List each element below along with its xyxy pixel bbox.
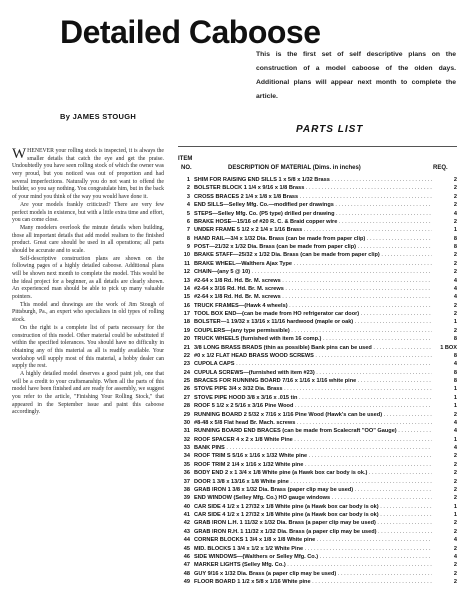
parts-list xyxy=(178,176,457,586)
parts-list-row xyxy=(178,327,457,335)
item-required-qty: 8 xyxy=(453,352,457,359)
item-number: 35 xyxy=(183,461,190,468)
item-number: 18 xyxy=(183,319,190,326)
parts-list-row xyxy=(178,578,457,586)
item-number: 6 xyxy=(186,218,190,225)
parts-list-row xyxy=(178,461,457,469)
item-required-qty: 2 xyxy=(453,411,457,418)
item-description: POST—21/32 x 1/32 Dia. Brass (can be made from paper clip) . . . xyxy=(194,243,432,251)
item-description: CORNER BLOCKS 1 3/4 x 1/8 x 1/8 White pine . . . xyxy=(194,536,432,544)
parts-list-row xyxy=(178,352,457,360)
item-required-qty: 4 xyxy=(453,277,457,284)
item-required-qty: 1 xyxy=(453,394,457,401)
item-description: DOOR 1 3/8 x 13/16 x 1/8 White pine . . . xyxy=(194,478,432,486)
item-required-qty: 8 xyxy=(453,369,457,376)
item-number: 1 xyxy=(186,177,190,183)
divider-rule xyxy=(178,146,457,147)
item-description: CAR SIDE 4 1/2 x 1 27/32 x 1/8 White pine (a Hawk box car body is ok) . . . xyxy=(194,503,432,511)
item-description: GRAB IRON R.H. 1 11/32 x 1/32 Dia. Brass (a paper clip may be used) . . . xyxy=(194,528,432,536)
item-number: 9 xyxy=(186,244,190,250)
item-description: ROOF SPACER 4 x 2 x 1/8 White Pine . . . xyxy=(194,436,432,444)
item-required-qty: 1 xyxy=(453,403,457,410)
item-required-qty: 4 xyxy=(453,210,457,217)
item-required-qty: 4 xyxy=(453,553,457,560)
item-description: TOOL BOX END—(can be made from HO refrigerator car door) . . . xyxy=(194,310,432,318)
item-description: SIDE WINDOWS—(Walthers or Selley Mfg. Co.) . . . xyxy=(194,553,432,561)
item-description: #2-64 x 1/8 Rd. Hd. Br. M. screws . . . xyxy=(194,293,432,301)
parts-list-row xyxy=(178,360,457,368)
parts-list-row xyxy=(178,511,457,519)
item-description: BOLSTER—1 19/32 x 13/16 x 11/16 hardwood (maple or oak) . . . xyxy=(194,318,432,326)
parts-list-row xyxy=(178,545,457,553)
item-description: CUPULA SCREWS—(furnished with item #23) . . . xyxy=(194,369,432,377)
item-required-qty: 2 xyxy=(453,461,457,468)
item-number: 22 xyxy=(183,352,190,359)
article-paragraph: Self-descriptive construction plans are shown on the following pages of a highly detailed caboose. Additional plans will be shown next month to complete the model. This would be the ideal project for a beginner, as all details are clearly shown. An experienced man should be able to pick up many valuable pointers. xyxy=(12,255,164,301)
parts-list-row xyxy=(178,260,457,268)
item-required-qty: 2 xyxy=(453,528,457,535)
item-description: BRAKE WHEEL—Walthers Ajax Type . . . xyxy=(194,260,432,268)
item-description: #2-64 x 1/8 Rd. Hd. Br. M. screws . . . xyxy=(194,277,432,285)
item-number: 2 xyxy=(186,185,190,192)
item-number: 46 xyxy=(183,553,190,560)
item-number: 49 xyxy=(183,579,190,585)
article-title: Detailed Caboose xyxy=(60,14,321,50)
item-required-qty: 1 xyxy=(453,503,457,510)
item-description: END WINDOW (Selley Mfg. Co.) HO gauge windows . . . xyxy=(194,494,432,502)
article-paragraph-text: HENEVER your rolling stock is inspected, it is always the smaller details that catch the eye and get the praise. Undoubtedly you have seen rolling stock of which the owner was very proud, but you noticed was out of proportion and had several imperfections. Naturally you do not want to offend the builder, so you say nothing. You congratulate him, but in the back of your mind you think of the way you would have done it. xyxy=(12,148,164,201)
article-body xyxy=(12,148,164,417)
item-number: 10 xyxy=(183,252,190,259)
item-description: HAND RAIL—3/4 x 1/32 Dia. Brass (can be made from paper clip) . . . xyxy=(194,235,432,243)
item-description: TRUCK FRAMES—(Hawk 4 wheels) . . . xyxy=(194,302,432,310)
col-header-item: ITEM xyxy=(178,156,193,162)
col-header-no: NO. xyxy=(181,165,192,171)
item-description: BANK PINS . . . xyxy=(194,444,432,452)
parts-list-row xyxy=(178,344,457,352)
item-required-qty: 2 xyxy=(453,177,457,183)
article-paragraph: On the right is a complete list of parts necessary for the construction of this model. Other material could be substituted if within the specified tolerances. You should have no difficulty in obtaining any of this material as all is readily available. Your workshop will supply most of this material, a hobby dealer can supply the rest. xyxy=(12,324,164,370)
item-description: CHAIN—(any 5 @ 10) . . . xyxy=(194,268,432,276)
item-description: RUNNING BOARD 2 5/32 x 7/16 x 1/16 Pine Wood (Hawk's can be used) . . . xyxy=(194,411,432,419)
item-required-qty: 4 xyxy=(453,537,457,544)
item-number: 14 xyxy=(183,285,190,292)
item-required-qty: 4 xyxy=(453,445,457,451)
item-required-qty: 4 xyxy=(453,361,457,368)
item-required-qty: 2 xyxy=(453,545,457,552)
item-description: #2-64 x 3/16 Rd. Hd. Br. M. screws . . . xyxy=(194,285,432,293)
parts-list-row xyxy=(178,478,457,486)
item-required-qty: 4 xyxy=(453,419,457,426)
item-number: 27 xyxy=(183,394,190,401)
item-required-qty: 1 xyxy=(453,227,457,234)
parts-list-row xyxy=(178,369,457,377)
item-description: ROOF 5 1/2 x 2 5/16 x 3/16 Pine Wood . . . xyxy=(194,402,432,410)
item-required-qty: 2 xyxy=(453,193,457,200)
item-number: 12 xyxy=(183,269,190,276)
item-required-qty: 1 xyxy=(453,436,457,443)
item-required-qty: 2 xyxy=(453,520,457,527)
intro-text: This is the first set of self descriptive plans on the construction of a model caboose of the olden days. Additional plans will appear next month to complete the article. xyxy=(256,51,456,100)
parts-list-row xyxy=(178,277,457,285)
item-required-qty: 2 xyxy=(453,327,457,334)
item-description: END SILLS—Selley Mfg. Co.—modified per drawings . . . xyxy=(194,201,432,209)
parts-list-row xyxy=(178,486,457,494)
item-number: 8 xyxy=(186,235,190,242)
item-number: 13 xyxy=(183,277,190,284)
parts-list-row xyxy=(178,394,457,402)
item-number: 42 xyxy=(183,520,190,527)
item-required-qty: 8 xyxy=(453,235,457,242)
parts-list-row xyxy=(178,318,457,326)
item-description: BRACES FOR RUNNING BOARD 7/16 x 1/16 x 1/16 white pine . . . xyxy=(194,377,432,385)
item-description: GUY 9/16 x 1/32 Dia. Brass (a paper clip may be used) . . . xyxy=(194,570,432,578)
parts-list-row xyxy=(178,519,457,527)
col-header-description: DESCRIPTION OF MATERIAL (Dims. in inches) xyxy=(228,165,361,171)
item-number: 47 xyxy=(183,562,190,569)
parts-list-row xyxy=(178,243,457,251)
parts-list-row xyxy=(178,553,457,561)
item-number: 48 xyxy=(183,570,190,577)
item-description: CUPOLA CAPS . . . xyxy=(194,360,432,368)
parts-list-row xyxy=(178,268,457,276)
byline: By JAMES STOUGH xyxy=(60,112,137,121)
item-number: 43 xyxy=(183,528,190,535)
item-number: 36 xyxy=(183,470,190,477)
item-required-qty: 2 xyxy=(453,478,457,485)
article-paragraph: A highly detailed model deserves a good paint job, one that will be a credit to your craftsmanship. When all the parts of this model have been finished and are ready for assembly, we suggest you refer to the article, "Finishing Your Rolling Stock," that appeared in the September issue and paint this caboose accordingly. xyxy=(12,370,164,416)
item-number: 20 xyxy=(183,336,190,343)
item-number: 44 xyxy=(183,537,190,544)
item-number: 41 xyxy=(183,512,190,518)
item-description: SHIM FOR RAISING END SILLS 1 x 5/8 x 1/32 Brass . . . xyxy=(194,176,432,184)
parts-list-row xyxy=(178,235,457,243)
item-description: BRAKE STAFF—25/32 x 1/32 Dia. Brass (can be made from paper clip) . . . xyxy=(194,251,432,259)
parts-list-row xyxy=(178,427,457,435)
parts-list-row xyxy=(178,176,457,184)
item-description: TRUCK WHEELS (furnished with item 16 comp.) . . . xyxy=(194,335,432,343)
item-number: 19 xyxy=(183,327,190,334)
parts-list-row xyxy=(178,377,457,385)
item-description: BRAKE HOSE—15/16 of #20 R. C. & Braid copper wire . . . xyxy=(194,218,432,226)
item-required-qty: 2 xyxy=(453,311,457,317)
parts-list-row xyxy=(178,193,457,201)
item-number: 40 xyxy=(183,503,190,510)
item-required-qty: 2 xyxy=(453,260,457,267)
item-description: #8-48 x 5/8 Flat head Br. Mach. screws . . . xyxy=(194,419,432,427)
item-required-qty: 2 xyxy=(453,570,457,577)
item-number: 33 xyxy=(183,445,190,451)
article-paragraph xyxy=(12,148,164,202)
parts-list-row xyxy=(178,293,457,301)
item-required-qty: 1 xyxy=(453,386,457,393)
item-required-qty: 4 xyxy=(453,285,457,292)
item-required-qty: 2 xyxy=(453,302,457,309)
item-description: #0 x 1/2 FLAT HEAD BRASS WOOD SCREWS . . . xyxy=(194,352,432,360)
item-number: 3 xyxy=(186,193,190,200)
parts-list-row xyxy=(178,218,457,226)
item-description: CROSS BRACES 2 1/4 x 1/8 x 1/8 Brass . . . xyxy=(194,193,432,201)
item-required-qty: 2 xyxy=(453,495,457,502)
item-number: 17 xyxy=(183,311,190,317)
item-number: 28 xyxy=(183,403,190,410)
item-number: 37 xyxy=(183,478,190,485)
item-required-qty: 4 xyxy=(453,428,457,435)
col-header-req: REQ. xyxy=(433,165,448,171)
parts-list-row xyxy=(178,302,457,310)
item-required-qty: 2 xyxy=(453,218,457,225)
item-required-qty: 2 xyxy=(453,562,457,569)
parts-list-row xyxy=(178,285,457,293)
parts-list-row xyxy=(178,201,457,209)
item-required-qty: 8 xyxy=(453,336,457,343)
item-required-qty: 2 xyxy=(453,252,457,259)
item-number: 15 xyxy=(183,294,190,301)
article-paragraph: Are your models frankly criticized? There are very few perfect models in existence, but with a little extra time and effort, you can come close. xyxy=(12,201,164,224)
item-number: 45 xyxy=(183,545,190,552)
item-required-qty: 1 BOX xyxy=(440,344,457,351)
item-required-qty: 2 xyxy=(453,185,457,192)
item-required-qty: 2 xyxy=(453,470,457,477)
item-description: CAR SIDE 4 1/2 x 1 27/32 x 1/8 White pine (a Hawk box car body is ok) . . . xyxy=(194,511,432,519)
item-number: 7 xyxy=(186,227,190,234)
parts-list-row xyxy=(178,385,457,393)
item-number: 29 xyxy=(183,411,190,418)
item-description: MARKER LIGHTS (Selley Mfg. Co.) . . . xyxy=(194,561,432,569)
parts-list-row xyxy=(178,436,457,444)
parts-list-row xyxy=(178,402,457,410)
parts-list-row xyxy=(178,310,457,318)
parts-list-row xyxy=(178,411,457,419)
item-required-qty: 2 xyxy=(453,579,457,585)
item-number: 26 xyxy=(183,386,190,393)
parts-list-row xyxy=(178,452,457,460)
item-number: 21 xyxy=(183,344,190,351)
item-required-qty: 2 xyxy=(453,269,457,276)
item-description: FLOOR BOARD 1 1/2 x 5/8 x 1/16 White pine . . . xyxy=(194,578,432,586)
item-number: 39 xyxy=(183,495,190,502)
item-required-qty: 2 xyxy=(453,453,457,460)
item-description: GRAB IRON L.H. 1 11/32 x 1/32 Dia. Brass (a paper clip may be used) . . . xyxy=(194,519,432,527)
item-number: 5 xyxy=(186,210,190,217)
article-paragraph: This model and drawings are the work of Jim Stough of Pittsburgh, Pa., an expert who specializes in old types of rolling stock. xyxy=(12,301,164,324)
drop-cap: W xyxy=(12,146,27,162)
parts-list-row xyxy=(178,570,457,578)
article-paragraph: Many modelers overlook the minute details when building, those all important details that add model realism to the finished product. Great care should be used in all operations; all parts should be accurate and to scale. xyxy=(12,224,164,254)
item-required-qty: 4 xyxy=(453,294,457,301)
parts-list-row xyxy=(178,335,457,343)
parts-list-title: PARTS LIST xyxy=(296,124,364,135)
item-description: STEPS—Selley Mfg. Co. (P5 type) drilled per drawing . . . xyxy=(194,210,432,218)
parts-list-row xyxy=(178,184,457,192)
item-description: MID. BLOCKS 1 3/4 x 1/2 x 1/2 White Pine . . . xyxy=(194,545,432,553)
item-description: UNDER FRAME 5 1/2 x 2 1/4 x 1/16 Brass . . . xyxy=(194,226,432,234)
item-description: GRAB IRON 1 3/8 x 1/32 Dia. Brass (paper clip may be used) . . . xyxy=(194,486,432,494)
item-description: ROOF TRIM 2 1/4 x 1/16 x 1/32 White pine . . . xyxy=(194,461,432,469)
item-number: 16 xyxy=(183,302,190,309)
item-number: 4 xyxy=(186,202,190,209)
parts-list-row xyxy=(178,251,457,259)
item-number: 34 xyxy=(183,453,190,460)
parts-list-row xyxy=(178,528,457,536)
item-number: 32 xyxy=(183,436,190,443)
item-required-qty: 2 xyxy=(453,486,457,493)
parts-list-row xyxy=(178,536,457,544)
item-number: 24 xyxy=(183,369,190,376)
item-description: STOVE PIPE HOOD 3/8 x 3/16 x .015 tin . . . xyxy=(194,394,432,402)
item-number: 23 xyxy=(183,361,190,368)
parts-list-row xyxy=(178,444,457,452)
item-description: BODY END 2 x 1 3/4 x 1/8 White pine (a Hawk box car body is ok.) . . . xyxy=(194,469,432,477)
item-required-qty: 1 xyxy=(453,319,457,326)
item-number: 11 xyxy=(184,260,190,267)
item-number: 25 xyxy=(183,378,190,384)
parts-list-row xyxy=(178,503,457,511)
item-description: RUNNING BOARD END BRACES (can be made from Scalecraft "OO" Gauge) . . . xyxy=(194,427,432,435)
item-required-qty: 8 xyxy=(453,378,457,384)
item-number: 38 xyxy=(183,486,190,493)
item-number: 31 xyxy=(183,428,190,435)
item-description: BOLSTER BLOCK 1 1/4 x 9/16 x 1/8 Brass . . . xyxy=(194,184,432,192)
parts-list-row xyxy=(178,210,457,218)
parts-list-row xyxy=(178,561,457,569)
parts-list-row xyxy=(178,469,457,477)
item-required-qty: 1 xyxy=(453,512,457,518)
parts-list-row xyxy=(178,494,457,502)
item-required-qty: 8 xyxy=(453,244,457,250)
item-description: COUPLERS—(any type permissible) . . . xyxy=(194,327,432,335)
item-required-qty: 2 xyxy=(453,202,457,209)
item-description: 3/8 LONG BRASS BRADS (thin as possible) Bank pins can be used . . . xyxy=(194,344,432,352)
parts-list-row xyxy=(178,419,457,427)
item-number: 30 xyxy=(183,419,190,426)
item-description: ROOF TRIM S 5/16 x 1/16 x 1/32 White pine . . . xyxy=(194,452,432,460)
parts-list-row xyxy=(178,226,457,234)
item-description: STOVE PIPE 3/4 x 3/32 Dia. Brass . . . xyxy=(194,385,432,393)
